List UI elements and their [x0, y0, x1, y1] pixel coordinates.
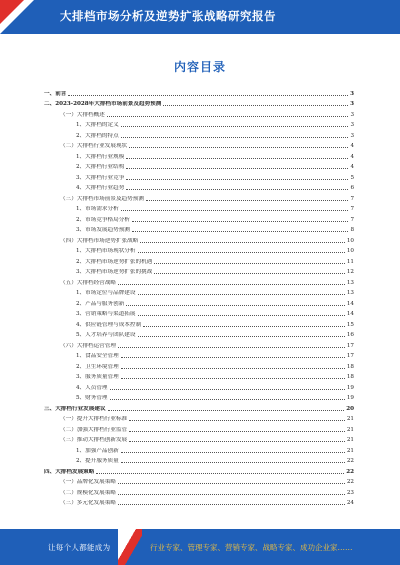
toc-entry-page: 4	[350, 153, 354, 160]
toc-entry-page: 14	[346, 300, 354, 307]
toc-entry[interactable]	[44, 149, 354, 160]
toc-leader-dots	[129, 441, 345, 442]
toc-entry-label: 2、提升服务质量	[76, 458, 119, 464]
toc-leader-dots	[143, 326, 345, 327]
toc-entry[interactable]	[44, 307, 354, 318]
toc-entry-page: 6	[350, 185, 354, 191]
toc-entry-label: 2、产品与服务创新	[76, 300, 125, 307]
toc-entry[interactable]	[44, 139, 354, 150]
toc-entry-page: 19	[346, 395, 354, 401]
toc-leader-dots	[121, 378, 345, 379]
toc-entry[interactable]	[44, 317, 354, 328]
toc-entry-page: 18	[346, 374, 354, 380]
header-corner-red	[0, 0, 24, 24]
toc-entry-page: 11	[346, 258, 354, 265]
toc-entry-page: 16	[346, 332, 354, 338]
toc-entry-label: 1、食品安全管理	[76, 353, 119, 359]
toc-entry-label: 3、市场发展趋势预测	[76, 227, 130, 233]
toc-entry-label: 2、大排档市场逆势扩张的机遇	[76, 258, 153, 265]
toc-entry-label: 3、服务质量管理	[76, 374, 119, 380]
footer-slogan: 让每个人都能成为	[48, 543, 111, 552]
toc-entry[interactable]	[44, 160, 354, 171]
toc-entry-label: 三、大排档行业发展建议	[44, 405, 106, 412]
toc-leader-dots	[138, 252, 345, 253]
toc-leader-dots	[121, 210, 349, 211]
toc-leader-dots	[110, 399, 345, 400]
toc-entry-page: 12	[346, 269, 354, 275]
toc-entry-page: 24	[346, 500, 354, 506]
toc-entry-label: （二）大排档行业发展现状	[60, 143, 128, 149]
toc-entry[interactable]	[44, 170, 354, 181]
toc-entry[interactable]	[44, 97, 354, 108]
toc-leader-dots	[129, 147, 348, 148]
toc-leader-dots	[138, 315, 345, 316]
toc-entry-label: （三）大排档市场前景及趋势预测	[60, 195, 144, 202]
toc-entry-label: （二）加强大排档行业监管	[60, 426, 128, 433]
toc-entry-page: 21	[346, 447, 354, 454]
toc-leader-dots	[121, 357, 345, 358]
toc-entry-page: 21	[346, 416, 354, 422]
toc-entry[interactable]	[44, 128, 354, 139]
toc-entry[interactable]	[44, 181, 354, 192]
toc-entry-label: 四、大排档发展策略	[44, 468, 95, 475]
toc-entry-page: 3	[350, 122, 354, 128]
toc-entry[interactable]	[44, 328, 354, 339]
toc-leader-dots	[121, 137, 349, 138]
toc-entry-page: 13	[346, 290, 354, 296]
toc-entry-page: 7	[350, 206, 354, 212]
toc-heading: 内容目录	[173, 60, 226, 74]
toc-leader-dots	[163, 105, 348, 106]
toc-entry-label: 一、前言	[44, 90, 67, 97]
toc-entry-page: 21	[346, 426, 354, 433]
toc-entry-page: 15	[346, 321, 354, 328]
toc-entry-page: 3	[350, 101, 354, 107]
toc-leader-dots	[129, 431, 345, 432]
toc-entry-page: 21	[346, 437, 354, 443]
toc-entry[interactable]	[44, 286, 354, 297]
toc-entry-page: 17	[346, 353, 354, 359]
toc-leader-dots	[118, 347, 345, 348]
toc-entry-page: 10	[346, 237, 354, 244]
toc-entry-label: 2、市场竞争格局分析	[76, 216, 130, 223]
toc-entry-label: 4、供应链管理与成本控制	[76, 321, 142, 328]
toc-entry-page: 8	[350, 227, 354, 233]
report-title: 大排档市场分析及逆势扩张战略研究报告	[60, 9, 276, 23]
toc-leader-dots	[118, 284, 345, 285]
toc-entry[interactable]	[44, 233, 354, 244]
toc-leader-dots	[132, 231, 349, 232]
toc-entry-page: 13	[346, 279, 354, 286]
toc-leader-dots	[129, 420, 345, 421]
toc-entry-page: 14	[346, 311, 354, 317]
toc-entry[interactable]	[44, 191, 354, 202]
table-of-contents	[44, 86, 354, 506]
toc-entry-label: （四）大排档市场逆势扩张战略	[60, 237, 139, 244]
toc-entry-label: 2、大排档行业结构	[76, 164, 125, 170]
footer-fold-decoration	[118, 529, 142, 565]
toc-entry-label: （六）大排档运营管理	[60, 342, 116, 349]
toc-entry-label: 1、大排档的定义	[76, 122, 119, 128]
toc-entry-label: 1、市场需求分析	[76, 206, 119, 212]
toc-leader-dots	[154, 273, 345, 274]
toc-entry[interactable]	[44, 296, 354, 307]
toc-entry[interactable]	[44, 496, 354, 507]
toc-entry-label: 2、卫生环境管理	[76, 363, 119, 370]
toc-entry-page: 22	[346, 479, 354, 485]
toc-leader-dots	[118, 504, 345, 505]
toc-leader-dots	[140, 242, 345, 243]
toc-entry-page: 10	[346, 248, 354, 254]
toc-entry-page: 4	[350, 143, 354, 149]
toc-entry[interactable]	[44, 464, 354, 475]
toc-entry-label: 1、市场定位与品牌建设	[76, 290, 136, 296]
toc-entry-label: （一）大排档概述	[60, 111, 105, 118]
toc-leader-dots	[154, 263, 345, 264]
toc-entry[interactable]	[44, 422, 354, 433]
toc-entry[interactable]	[44, 265, 354, 276]
toc-leader-dots	[68, 95, 348, 96]
toc-entry-label: 3、大排档市场逆势扩张的挑战	[76, 269, 153, 275]
toc-entry[interactable]	[44, 391, 354, 402]
toc-leader-dots	[126, 158, 348, 159]
toc-entry-label: （一）提升大排档行业标准	[60, 416, 128, 422]
toc-entry[interactable]	[44, 412, 354, 423]
toc-entry-label: 2、大排档的特点	[76, 132, 119, 139]
toc-entry-label: （五）大排档经营战略	[60, 279, 116, 286]
toc-entry-page: 23	[346, 489, 354, 496]
toc-leader-dots	[121, 452, 345, 453]
toc-entry[interactable]	[44, 454, 354, 465]
toc-entry[interactable]	[44, 349, 354, 360]
toc-entry[interactable]	[44, 212, 354, 223]
toc-entry[interactable]	[44, 223, 354, 234]
toc-entry-label: （一）品牌化发展策略	[60, 479, 116, 485]
toc-entry-page: 4	[350, 164, 354, 170]
toc-leader-dots	[126, 179, 348, 180]
toc-entry-label: 1、加强产品创新	[76, 447, 119, 454]
toc-entry[interactable]	[44, 433, 354, 444]
toc-leader-dots	[121, 462, 345, 463]
toc-leader-dots	[126, 189, 348, 190]
toc-leader-dots	[107, 116, 349, 117]
toc-leader-dots	[138, 336, 345, 337]
toc-entry-label: 二、2023-2028年大排档市场前景及趋势预测	[44, 101, 162, 107]
toc-leader-dots	[132, 221, 349, 222]
toc-entry-page: 22	[346, 458, 354, 464]
toc-leader-dots	[126, 305, 345, 306]
toc-leader-dots	[110, 389, 345, 390]
toc-entry-label: （三）推动大排档创新发展	[60, 437, 128, 443]
toc-entry-page: 19	[346, 384, 354, 391]
toc-entry[interactable]	[44, 254, 354, 265]
toc-entry-label: 1、大排档行业规模	[76, 153, 125, 160]
toc-leader-dots	[146, 200, 349, 201]
toc-entry[interactable]	[44, 475, 354, 486]
toc-entry-page: 18	[346, 363, 354, 370]
toc-entry-page: 5	[350, 174, 354, 181]
toc-entry-label: （三）多元化发展策略	[60, 500, 116, 506]
footer-tagline: 行业专家、管理专家、营销专家、战略专家、成功企业家……	[150, 543, 353, 552]
toc-entry[interactable]	[44, 118, 354, 129]
toc-entry-label: 1、大排档市场现状分析	[76, 248, 136, 254]
toc-leader-dots	[108, 410, 345, 411]
toc-leader-dots	[118, 483, 345, 484]
toc-leader-dots	[126, 168, 348, 169]
toc-entry[interactable]	[44, 338, 354, 349]
toc-entry-label: 3、营销策略与渠道拓展	[76, 311, 136, 317]
toc-entry-label: 5、人才培养与团队建设	[76, 332, 136, 338]
toc-entry-label: 4、大排档行业趋势	[76, 185, 125, 191]
toc-entry-page: 3	[350, 111, 354, 118]
toc-entry-page: 7	[350, 216, 354, 223]
toc-entry-page: 22	[346, 468, 354, 475]
toc-entry-label: 4、人员管理	[76, 384, 108, 391]
toc-entry[interactable]	[44, 359, 354, 370]
toc-entry-page: 3	[350, 132, 354, 139]
toc-entry-label: （二）规模化发展策略	[60, 489, 116, 496]
toc-entry-page: 17	[346, 342, 354, 349]
toc-entry-page: 7	[350, 195, 354, 202]
toc-leader-dots	[138, 294, 345, 295]
page-footer	[0, 529, 400, 565]
toc-entry[interactable]	[44, 86, 354, 97]
toc-entry[interactable]	[44, 370, 354, 381]
toc-entry-label: 5、财务管理	[76, 395, 108, 401]
toc-entry[interactable]	[44, 244, 354, 255]
toc-entry[interactable]	[44, 202, 354, 213]
toc-entry[interactable]	[44, 485, 354, 496]
toc-entry-label: 3、大排档行业竞争	[76, 174, 125, 181]
toc-entry[interactable]	[44, 275, 354, 286]
page-header	[0, 0, 400, 34]
toc-entry-page: 3	[350, 90, 354, 97]
toc-leader-dots	[118, 494, 345, 495]
toc-entry[interactable]	[44, 401, 354, 412]
toc-entry-page: 20	[346, 405, 354, 412]
toc-leader-dots	[96, 473, 344, 474]
toc-leader-dots	[121, 126, 349, 127]
toc-entry[interactable]	[44, 107, 354, 118]
toc-entry[interactable]	[44, 443, 354, 454]
toc-leader-dots	[121, 368, 345, 369]
toc-entry[interactable]	[44, 380, 354, 391]
